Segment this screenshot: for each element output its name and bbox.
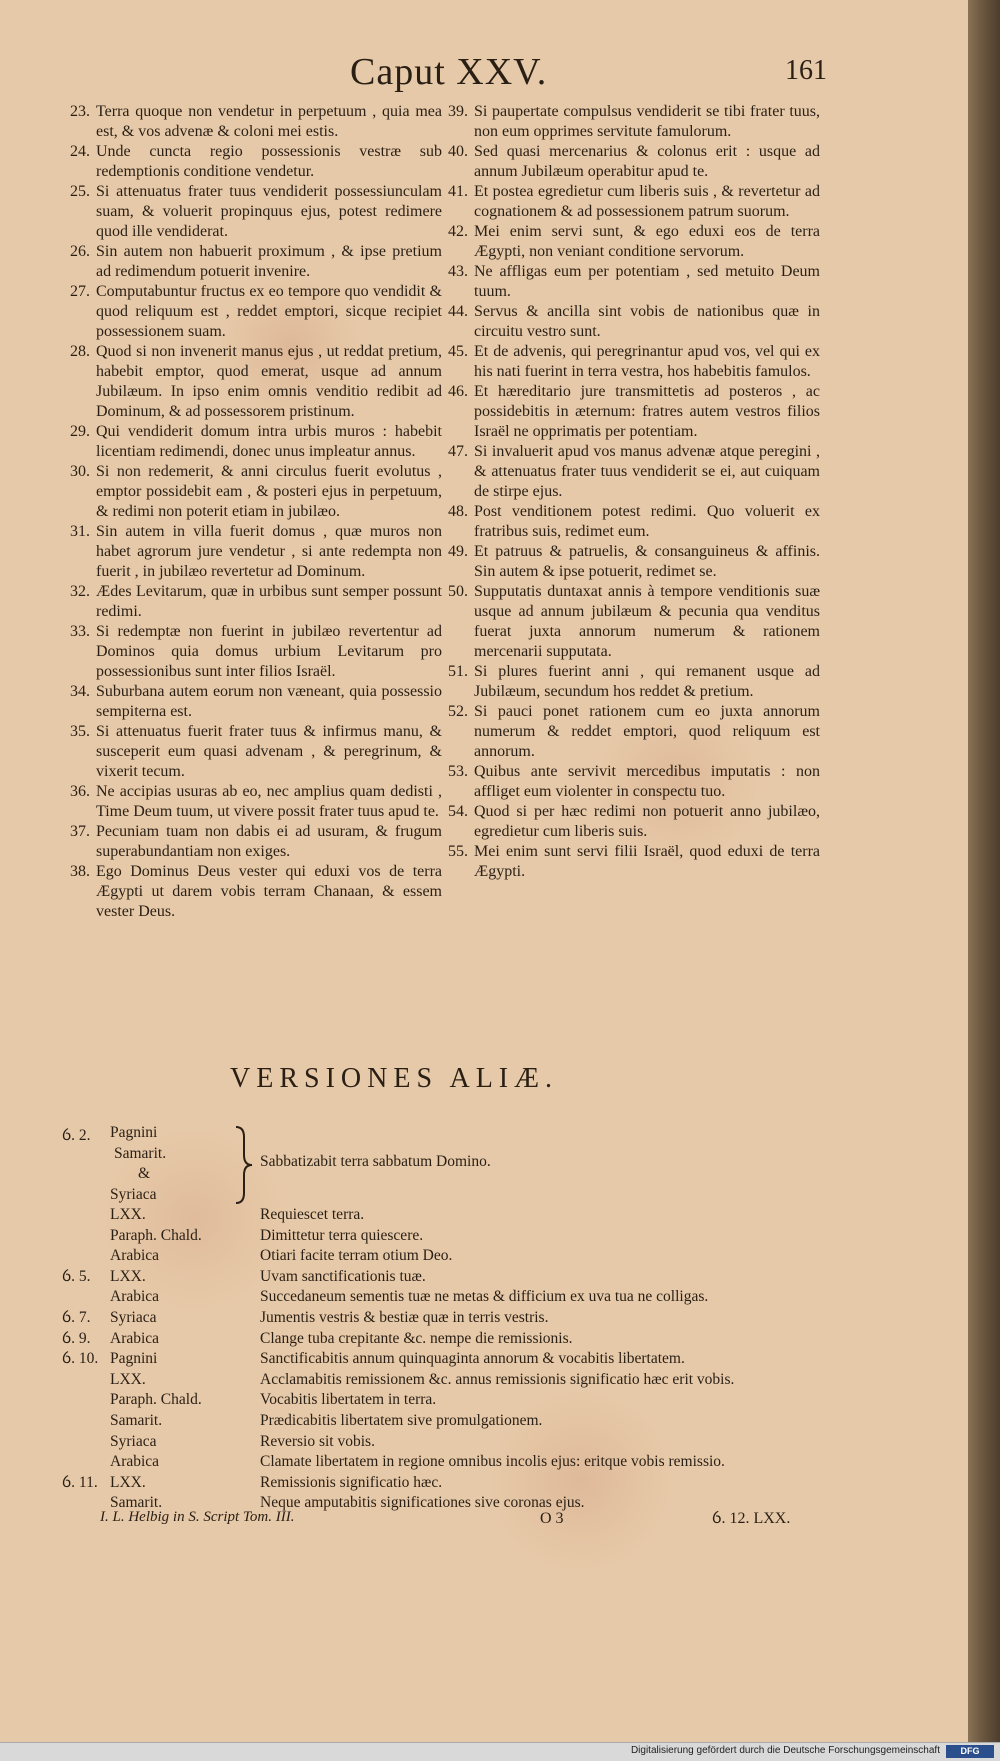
version-text: Sabbatizabit terra sabbatum Domino. [260,1153,491,1170]
verse-number: 40. [448,143,468,160]
version-text: Dimittetur terra quiescere. [260,1226,424,1244]
brace-source: & [138,1165,151,1182]
verse-number: 41. [448,183,468,200]
verse-text: Si plures fuerint anni , qui remanent usque ad Jubilæum, secundum hos reddet & pretium. [474,663,820,700]
verse [448,182,820,222]
verse-text: Si invaluerit apud vos manus advenæ atque peregini , & attenuatus frater tuus vendiderit se ei, aut cuiquam de stirpe ejus. [474,443,820,500]
version-source: Arabica [110,1453,160,1471]
version-row [62,1246,802,1267]
page-number: 161 [785,55,827,86]
version-text: Sanctificabitis annum quinquaginta annorum & vocabitis libertatem. [260,1350,685,1368]
verse-number: 25. [70,183,90,200]
verse [448,382,820,442]
verse-number: 35. [70,723,90,740]
verse-text: Supputatis duntaxat annis à tempore venditionis suæ usque ad annum jubilæum & pecunia qua venditus fuerat juxta annorum numerum & rationem mercenarii supputata. [474,583,820,660]
verse [70,782,442,822]
verse-number: 29. [70,423,90,440]
version-row [62,1308,802,1329]
version-text: Uvam sanctificationis tuæ. [260,1267,426,1285]
version-row [62,1205,802,1226]
verse [448,662,820,702]
brace-source: Pagnini [110,1124,158,1141]
verse [70,682,442,722]
verse [70,722,442,782]
verse-text: Si attenuatus frater tuus vendiderit possessiunculam suam, & voluerit propinquus ejus, potest redimere quod ille vendiderat. [96,183,442,240]
verse-number: 36. [70,783,90,800]
verse-text: Si attenuatus fuerit frater tuus & infirmus manu, & susceperit eum quasi advenam , & peregrinum, & vixerit tecum. [96,723,442,780]
version-source: Samarit. [110,1494,163,1512]
version-source: LXX. [110,1206,146,1223]
verse [70,522,442,582]
verse [448,762,820,802]
verse-ref: ỽ. 10. [62,1350,99,1368]
verse-number: 47. [448,443,468,460]
verse [70,582,442,622]
verse-text: Et patruus & patruelis, & consanguineus & affinis. Sin autem & ipse potuerit, redimet se. [474,543,820,580]
version-text: Clange tuba crepitante &c. nempe die remissionis. [260,1329,573,1347]
version-text: Neque amputabitis significationes sive coronas ejus. [260,1494,585,1512]
verse-number: 26. [70,243,90,260]
version-source: Arabica [110,1288,160,1306]
version-row [62,1473,802,1494]
verse [448,102,820,142]
version-row [62,1287,802,1308]
verse [448,582,820,662]
verse-text: Suburbana autem eorum non væneant, quia possessio sempiterna est. [96,683,442,720]
verse [70,622,442,682]
verse-number: 28. [70,343,90,360]
verse-number: 32. [70,583,90,600]
verse-text: Ne affligas eum per potentiam , sed metuito Deum tuum. [474,263,820,300]
version-text: Otiari facite terram otium Deo. [260,1247,453,1265]
verse-number: 54. [448,803,468,820]
verse-text: Sin autem in villa fuerit domus , quæ muros non habet agrorum jure vendetur , si ante redempta non fuerit , in jubilæo revertetur ad Dominum. [96,523,442,580]
verse-text: Pecuniam tuam non dabis ei ad usuram, & frugum superabundantiam non exiges. [96,823,442,860]
digitization-bar [0,1742,1000,1761]
brace-source: Samarit. [114,1144,167,1162]
verse-number: 42. [448,223,468,240]
verse [448,842,820,882]
brace-source: Syriaca [110,1185,157,1203]
verse-text: Ne accipias usuras ab eo, nec amplius quam dedisti , Time Deum tuum, ut vivere possit frater tuus apud te. [96,783,442,820]
version-text: Succedaneum sementis tuæ ne metas & difficium ex uva tua ne colligas. [260,1288,709,1306]
version-text: Vocabitis libertatem in terra. [260,1391,437,1409]
version-text: Acclamabitis remissionem &c. annus remissionis significatio hæc erit vobis. [260,1370,735,1388]
version-source: Pagnini [110,1350,158,1368]
version-row [62,1452,802,1473]
verse-number: 52. [448,703,468,720]
section-heading: VERSIONES ALIÆ. [230,1063,559,1094]
verse [70,102,442,142]
verse [448,222,820,262]
version-rows [62,1205,802,1514]
version-row [62,1226,802,1247]
version-row [62,1329,802,1350]
verse [448,302,820,342]
version-source: LXX. [110,1473,146,1491]
verse-number: 46. [448,383,468,400]
version-text: Remissionis significatio hæc. [260,1473,443,1491]
catchword: ỽ. 12. LXX. [712,1510,791,1527]
verse [448,802,820,842]
verse-text: Post venditionem potest redimi. Quo voluerit ex fratribus suis, redimet eum. [474,503,820,540]
verse-text: Et hæreditario jure transmittetis ad posteros , ac possidebitis in æternum: fratres autem vestros filios Israël ne opprimatis per potentiam. [474,383,820,440]
verse-number: 24. [70,143,90,160]
version-row [62,1370,802,1391]
version-text: Clamate libertatem in regione omnibus incolis ejus: eritque vobis remissio. [260,1453,725,1471]
verse-text: Si pauci ponet rationem cum eo juxta annorum numerum & reddet emptori, quod reliquum est annorum. [474,703,820,760]
verse-text: Computabuntur fructus ex eo tempore quo vendidit & quod reliquum est , reddet emptori, sicque recipiet possessionem suam. [96,283,442,340]
version-row [62,1390,802,1411]
version-text: Prædicabitis libertatem sive promulgationem. [260,1411,543,1429]
version-source: Paraph. Chald. [110,1226,202,1244]
verse-number: 37. [70,823,90,840]
verse [448,142,820,182]
verse-number: 55. [448,843,468,860]
digitization-credit: Digitalisierung gefördert durch die Deutsche Forschungsgemeinschaft [630,1745,940,1756]
version-row [62,1267,802,1288]
version-row [62,1349,802,1370]
verse-text: Ædes Levitarum, quæ in urbibus sunt semper possunt redimi. [96,583,442,620]
verse-text: Quod si non invenerit manus ejus , ut reddat pretium, habebit emptor, quod emerat, usque ad annum Jubilæum. In ipso enim omnis venditio redibit ad Dominum, & ad possessorem pristinum. [96,343,442,420]
verse-text: Ego Dominus Deus vester qui eduxi vos de terra Ægypti ut darem vobis terram Chanaan, & essem vester Deus. [96,863,442,920]
version-source: Samarit. [110,1411,163,1429]
versions-table [62,1123,802,1514]
verse [70,462,442,522]
verse-number: 27. [70,283,90,300]
running-title: Caput XXV. [350,51,548,93]
version-source: Arabica [110,1329,160,1347]
version-text: Jumentis vestris & bestiæ quæ in terris vestris. [260,1308,549,1326]
version-row [62,1432,802,1453]
version-source: Syriaca [110,1432,157,1450]
verse [448,342,820,382]
verse [448,542,820,582]
version-text: Requiescet terra. [260,1206,365,1223]
verse-text: Unde cuncta regio possessionis vestræ sub redemptionis conditione vendetur. [96,143,442,180]
verse-text: Mei enim sunt servi filii Israël, quod eduxi de terra Ægypti. [474,843,820,880]
verse-text: Si non redemerit, & anni circulus fuerit evolutus , emptor possidebit eam , & posteri ejus in perpetuum, & redimi non poterit etiam in jubilæo. [96,463,442,520]
verse [70,822,442,862]
verse-number: 53. [448,763,468,780]
verse-text: Quod si per hæc redimi non potuerit anno jubilæo, egredietur cum liberis suis. [474,803,820,840]
verse-number: 44. [448,303,468,320]
brace-sources [110,1123,230,1205]
version-source: Syriaca [110,1308,157,1326]
verse-number: 23. [70,103,90,120]
verse-ref: ỽ. 7. [62,1308,91,1326]
verse [448,262,820,302]
verse-number: 38. [70,863,90,880]
verse-number: 43. [448,263,468,280]
verse [448,702,820,762]
verse [70,422,442,462]
version-row [62,1411,802,1432]
verse-text: Terra quoque non vendetur in perpetuum , quia mea est, & vos advenæ & coloni mei estis. [96,103,442,140]
book-edge [968,0,1000,1742]
version-text: Reversio sit vobis. [260,1432,375,1450]
signature-line: I. L. Helbig in S. Script Tom. III. [100,1509,295,1525]
verse-text: Et de advenis, qui peregrinantur apud vos, vel qui ex his nati fuerint in terra vestra, hos habebitis famulos. [474,343,820,380]
verse-text: Qui vendiderit domum intra urbis muros : habebit licentiam redimendi, donec unus impleatur annus. [96,423,442,460]
verse-number: 48. [448,503,468,520]
verse-number: 45. [448,343,468,360]
verse [448,502,820,542]
verse-text: Si redemptæ non fuerint in jubilæo revertentur ad Dominos quia domus urbium Levitarum pro possessionibus sunt inter filios Israël. [96,623,442,680]
verse-text: Si paupertate compulsus vendiderit se tibi frater tuus, non eum opprimes servitute famulorum. [474,103,820,140]
verse [70,242,442,282]
verse-ref: ỽ. 9. [62,1329,91,1347]
verse-number: 50. [448,583,468,600]
brace-group [62,1123,802,1205]
version-source: LXX. [110,1370,146,1388]
verse-number: 39. [448,103,468,120]
verse [70,282,442,342]
verse-text: Mei enim servi sunt, & ego eduxi eos de terra Ægypti, non veniant conditione servorum. [474,223,820,260]
verse-ref: ỽ. 11. [62,1473,98,1491]
verse-ref: ỽ. 2. [62,1127,91,1144]
verse [448,442,820,502]
verse [70,142,442,182]
verse-text: Sin autem non habuerit proximum , & ipse pretium ad redimendum potuerit invenire. [96,243,442,280]
verse-text: Et postea egredietur cum liberis suis , & revertetur ad cognationem & ad possessionem patrum suorum. [474,183,820,220]
signature-mark: O 3 [540,1510,564,1527]
version-source: Arabica [110,1247,160,1265]
verse [70,182,442,242]
dfg-logo: DFG [946,1745,994,1758]
verse [70,862,442,922]
verse-number: 49. [448,543,468,560]
verse-text: Quibus ante servivit mercedibus imputatis : non affliget eum violenter in conspectu tuo. [474,763,820,800]
version-source: Paraph. Chald. [110,1391,202,1409]
verse-number: 30. [70,463,90,480]
verse-number: 34. [70,683,90,700]
right-text-column [448,102,820,882]
verse-ref: ỽ. 5. [62,1267,91,1285]
version-source: LXX. [110,1267,146,1285]
verse-number: 31. [70,523,90,540]
verse-number: 51. [448,663,468,680]
verse-text: Sed quasi mercenarius & colonus erit : usque ad annum Jubilæum operabitur apud te. [474,143,820,180]
verse-text: Servus & ancilla sint vobis de nationibus quæ in circuitu vestro sunt. [474,303,820,340]
verse [70,342,442,422]
left-text-column [70,102,442,922]
curly-brace-icon [232,1125,256,1205]
verse-number: 33. [70,623,90,640]
